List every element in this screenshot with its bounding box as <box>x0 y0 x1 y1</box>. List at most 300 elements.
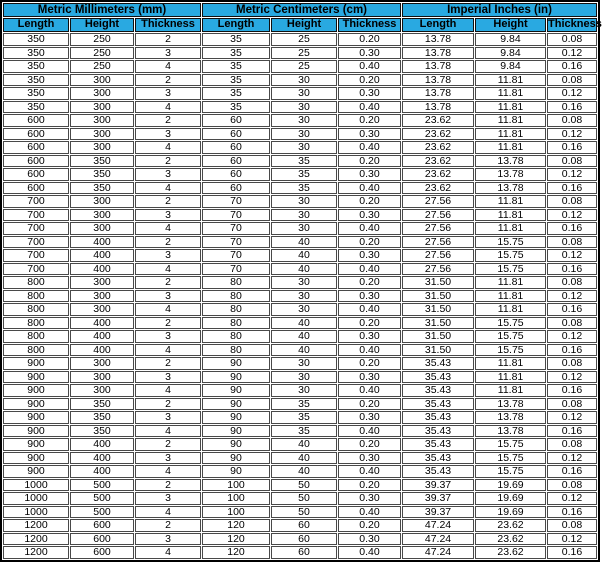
table-row <box>3 114 597 127</box>
table-cell: 300 <box>70 74 134 87</box>
table-cell: 300 <box>70 141 134 154</box>
table-row <box>3 317 597 330</box>
table-cell: 900 <box>3 411 69 424</box>
table-cell: 2 <box>135 479 201 492</box>
table-row <box>3 101 597 114</box>
table-cell: 4 <box>135 303 201 316</box>
table-cell: 30 <box>271 290 337 303</box>
table-cell: 70 <box>202 222 270 235</box>
table-cell: 400 <box>70 263 134 276</box>
table-cell: 3 <box>135 128 201 141</box>
table-cell: 2 <box>135 357 201 370</box>
table-cell: 13.78 <box>475 398 546 411</box>
table-cell: 2 <box>135 195 201 208</box>
table-cell: 35.43 <box>402 398 474 411</box>
table-cell: 40 <box>271 263 337 276</box>
table-cell: 11.81 <box>475 87 546 100</box>
table-row <box>3 263 597 276</box>
table-cell: 27.56 <box>402 222 474 235</box>
table-cell: 2 <box>135 276 201 289</box>
table-cell: 0.16 <box>547 303 597 316</box>
table-cell: 0.30 <box>338 492 401 505</box>
table-cell: 400 <box>70 344 134 357</box>
table-cell: 900 <box>3 371 69 384</box>
table-row <box>3 384 597 397</box>
table-row <box>3 492 597 505</box>
table-cell: 0.20 <box>338 479 401 492</box>
table-row <box>3 47 597 60</box>
table-cell: 90 <box>202 425 270 438</box>
table-cell: 350 <box>70 182 134 195</box>
table-cell: 90 <box>202 411 270 424</box>
table-cell: 3 <box>135 168 201 181</box>
table-row <box>3 249 597 262</box>
table-cell: 47.24 <box>402 533 474 546</box>
table-cell: 3 <box>135 249 201 262</box>
table-cell: 0.30 <box>338 330 401 343</box>
table-cell: 60 <box>202 168 270 181</box>
table-cell: 13.78 <box>475 425 546 438</box>
table-cell: 11.81 <box>475 195 546 208</box>
table-row <box>3 222 597 235</box>
table-cell: 90 <box>202 384 270 397</box>
table-cell: 1000 <box>3 506 69 519</box>
table-row <box>3 236 597 249</box>
table-cell: 30 <box>271 222 337 235</box>
table-cell: 11.81 <box>475 303 546 316</box>
table-cell: 47.24 <box>402 519 474 532</box>
table-cell: 0.20 <box>338 398 401 411</box>
table-cell: 300 <box>70 357 134 370</box>
column-header-mm-height: Height <box>70 18 134 32</box>
table-row <box>3 344 597 357</box>
table-cell: 0.40 <box>338 263 401 276</box>
table-row <box>3 411 597 424</box>
table-cell: 11.81 <box>475 141 546 154</box>
table-cell: 11.81 <box>475 209 546 222</box>
table-cell: 300 <box>70 195 134 208</box>
table-cell: 300 <box>70 276 134 289</box>
table-cell: 60 <box>202 114 270 127</box>
table-cell: 31.50 <box>402 344 474 357</box>
table-row <box>3 276 597 289</box>
table-header <box>3 3 602 32</box>
table-cell: 300 <box>70 384 134 397</box>
table-cell: 0.16 <box>547 263 597 276</box>
table-cell: 23.62 <box>402 128 474 141</box>
table-cell: 40 <box>271 438 337 451</box>
table-cell: 600 <box>3 168 69 181</box>
table-cell: 3 <box>135 290 201 303</box>
table-cell: 50 <box>271 506 337 519</box>
table-cell: 19.69 <box>475 479 546 492</box>
table-cell: 60 <box>271 533 337 546</box>
table-cell: 15.75 <box>475 344 546 357</box>
table-row <box>3 479 597 492</box>
table-cell: 35.43 <box>402 465 474 478</box>
table-row <box>3 141 597 154</box>
table-cell: 0.08 <box>547 398 597 411</box>
table-cell: 30 <box>271 303 337 316</box>
column-header-cm-height: Height <box>271 18 337 32</box>
table-cell: 400 <box>70 465 134 478</box>
table-cell: 600 <box>70 546 134 559</box>
table-cell: 900 <box>3 384 69 397</box>
column-header-in-height: Height <box>475 18 546 32</box>
table-row <box>3 533 597 546</box>
table-cell: 23.62 <box>402 141 474 154</box>
table-cell: 0.08 <box>547 317 597 330</box>
table-cell: 300 <box>70 101 134 114</box>
table-cell: 300 <box>70 371 134 384</box>
table-cell: 40 <box>271 249 337 262</box>
table-cell: 600 <box>3 128 69 141</box>
group-header-imperial-inches: Imperial Inches (in) <box>402 3 597 17</box>
table-cell: 1000 <box>3 479 69 492</box>
table-cell: 0.40 <box>338 506 401 519</box>
table-cell: 0.08 <box>547 74 597 87</box>
table-cell: 120 <box>202 533 270 546</box>
table-cell: 15.75 <box>475 249 546 262</box>
table-cell: 80 <box>202 317 270 330</box>
table-cell: 0.12 <box>547 168 597 181</box>
table-row <box>3 506 597 519</box>
table-row <box>3 33 597 46</box>
table-cell: 300 <box>70 128 134 141</box>
table-cell: 0.30 <box>338 128 401 141</box>
column-header-row <box>3 18 597 32</box>
table-cell: 0.30 <box>338 47 401 60</box>
table-cell: 0.12 <box>547 209 597 222</box>
table-cell: 13.78 <box>402 101 474 114</box>
table-cell: 0.40 <box>338 141 401 154</box>
table-cell: 39.37 <box>402 506 474 519</box>
table-cell: 35 <box>202 47 270 60</box>
table-row <box>3 519 597 532</box>
table-cell: 0.12 <box>547 249 597 262</box>
table-cell: 1200 <box>3 519 69 532</box>
table-cell: 800 <box>3 303 69 316</box>
table-cell: 350 <box>3 33 69 46</box>
table-cell: 0.08 <box>547 357 597 370</box>
table-cell: 39.37 <box>402 479 474 492</box>
table-cell: 2 <box>135 74 201 87</box>
table-cell: 35.43 <box>402 371 474 384</box>
table-cell: 0.16 <box>547 101 597 114</box>
table-cell: 700 <box>3 263 69 276</box>
table-cell: 900 <box>3 465 69 478</box>
table-cell: 0.16 <box>547 60 597 73</box>
table-row <box>3 546 597 559</box>
table-cell: 27.56 <box>402 236 474 249</box>
table-cell: 35.43 <box>402 452 474 465</box>
table-cell: 0.08 <box>547 114 597 127</box>
table-cell: 0.12 <box>547 452 597 465</box>
table-cell: 2 <box>135 33 201 46</box>
table-cell: 9.84 <box>475 60 546 73</box>
table-cell: 4 <box>135 141 201 154</box>
table-cell: 25 <box>271 47 337 60</box>
table-cell: 0.12 <box>547 87 597 100</box>
table-cell: 40 <box>271 344 337 357</box>
table-cell: 25 <box>271 60 337 73</box>
table-row <box>3 74 597 87</box>
table-cell: 0.30 <box>338 371 401 384</box>
table-cell: 600 <box>3 141 69 154</box>
table-cell: 2 <box>135 438 201 451</box>
table-cell: 700 <box>3 195 69 208</box>
table-cell: 0.12 <box>547 411 597 424</box>
table-cell: 0.40 <box>338 425 401 438</box>
table-cell: 11.81 <box>475 101 546 114</box>
column-header-cm-thickness: Thickness <box>338 18 401 32</box>
table-cell: 60 <box>271 519 337 532</box>
table-cell: 0.40 <box>338 465 401 478</box>
table-cell: 47.24 <box>402 546 474 559</box>
table-cell: 30 <box>271 87 337 100</box>
group-header-row <box>3 3 597 17</box>
table-cell: 0.30 <box>338 249 401 262</box>
table-cell: 35 <box>271 155 337 168</box>
column-header-in-length: Length <box>402 18 474 32</box>
table-cell: 30 <box>271 101 337 114</box>
table-cell: 0.20 <box>338 317 401 330</box>
table-cell: 4 <box>135 222 201 235</box>
table-cell: 0.12 <box>547 492 597 505</box>
table-cell: 0.16 <box>547 222 597 235</box>
table-row <box>3 128 597 141</box>
table-row <box>3 398 597 411</box>
table-cell: 35 <box>202 33 270 46</box>
table-cell: 1200 <box>3 546 69 559</box>
table-cell: 600 <box>70 519 134 532</box>
table-cell: 900 <box>3 452 69 465</box>
table-cell: 2 <box>135 155 201 168</box>
table-cell: 35 <box>202 60 270 73</box>
table-cell: 13.78 <box>475 182 546 195</box>
table-cell: 23.62 <box>475 519 546 532</box>
table-cell: 0.20 <box>338 33 401 46</box>
table-cell: 400 <box>70 317 134 330</box>
table-cell: 2 <box>135 114 201 127</box>
table-cell: 31.50 <box>402 330 474 343</box>
table-cell: 11.81 <box>475 74 546 87</box>
table-cell: 100 <box>202 479 270 492</box>
table-cell: 700 <box>3 209 69 222</box>
table-cell: 31.50 <box>402 303 474 316</box>
table-cell: 13.78 <box>402 33 474 46</box>
table-cell: 4 <box>135 101 201 114</box>
table-cell: 23.62 <box>402 168 474 181</box>
table-cell: 13.78 <box>475 168 546 181</box>
table-cell: 90 <box>202 465 270 478</box>
table-cell: 35 <box>202 87 270 100</box>
table-cell: 900 <box>3 357 69 370</box>
table-row <box>3 182 597 195</box>
table-row <box>3 371 597 384</box>
table-cell: 4 <box>135 506 201 519</box>
table-row <box>3 425 597 438</box>
table-cell: 50 <box>271 479 337 492</box>
table-cell: 40 <box>271 452 337 465</box>
table-cell: 27.56 <box>402 263 474 276</box>
table-cell: 0.30 <box>338 411 401 424</box>
table-cell: 3 <box>135 411 201 424</box>
table-cell: 40 <box>271 317 337 330</box>
table-cell: 0.12 <box>547 128 597 141</box>
table-cell: 4 <box>135 546 201 559</box>
table-cell: 0.08 <box>547 479 597 492</box>
table-cell: 23.62 <box>475 533 546 546</box>
table-body <box>3 33 597 559</box>
table-cell: 0.40 <box>338 182 401 195</box>
table-cell: 60 <box>202 128 270 141</box>
table-cell: 0.16 <box>547 465 597 478</box>
table-cell: 31.50 <box>402 290 474 303</box>
table-cell: 35.43 <box>402 438 474 451</box>
table-cell: 0.08 <box>547 33 597 46</box>
table-cell: 3 <box>135 47 201 60</box>
table-cell: 30 <box>271 74 337 87</box>
table-cell: 4 <box>135 344 201 357</box>
table-cell: 0.30 <box>338 533 401 546</box>
table-cell: 0.16 <box>547 546 597 559</box>
table-cell: 35 <box>271 168 337 181</box>
table-cell: 0.40 <box>338 222 401 235</box>
table-cell: 35 <box>271 425 337 438</box>
table-cell: 0.20 <box>338 195 401 208</box>
table-cell: 350 <box>70 425 134 438</box>
table-cell: 2 <box>135 398 201 411</box>
table-cell: 0.08 <box>547 236 597 249</box>
table-cell: 60 <box>202 155 270 168</box>
table-row <box>3 155 597 168</box>
table-cell: 300 <box>70 114 134 127</box>
table-cell: 30 <box>271 371 337 384</box>
table-cell: 300 <box>70 87 134 100</box>
table-cell: 30 <box>271 276 337 289</box>
table-cell: 13.78 <box>402 74 474 87</box>
table-cell: 300 <box>70 290 134 303</box>
table-cell: 350 <box>3 87 69 100</box>
table-cell: 23.62 <box>475 546 546 559</box>
table-row <box>3 60 597 73</box>
table-cell: 39.37 <box>402 492 474 505</box>
table-cell: 15.75 <box>475 452 546 465</box>
table-row <box>3 452 597 465</box>
table-cell: 0.08 <box>547 155 597 168</box>
table-cell: 30 <box>271 357 337 370</box>
table-cell: 31.50 <box>402 276 474 289</box>
table-cell: 30 <box>271 384 337 397</box>
table-cell: 0.20 <box>338 519 401 532</box>
table-cell: 0.40 <box>338 60 401 73</box>
table-cell: 900 <box>3 438 69 451</box>
table-cell: 23.62 <box>402 114 474 127</box>
table-cell: 900 <box>3 398 69 411</box>
table-cell: 90 <box>202 398 270 411</box>
table-cell: 80 <box>202 276 270 289</box>
table-cell: 3 <box>135 371 201 384</box>
group-header-metric-millimeters: Metric Millimeters (mm) <box>3 3 201 17</box>
table-cell: 60 <box>202 141 270 154</box>
table-cell: 35.43 <box>402 357 474 370</box>
table-cell: 0.16 <box>547 384 597 397</box>
table-cell: 13.78 <box>402 60 474 73</box>
table-cell: 35.43 <box>402 411 474 424</box>
table-cell: 4 <box>135 465 201 478</box>
table-cell: 0.40 <box>338 384 401 397</box>
table-cell: 500 <box>70 492 134 505</box>
table-cell: 90 <box>202 371 270 384</box>
table-cell: 15.75 <box>475 317 546 330</box>
table-cell: 0.08 <box>547 195 597 208</box>
table-cell: 4 <box>135 425 201 438</box>
table-cell: 0.40 <box>338 101 401 114</box>
table-cell: 40 <box>271 465 337 478</box>
table-cell: 13.78 <box>402 47 474 60</box>
table-cell: 0.12 <box>547 47 597 60</box>
table-cell: 0.08 <box>547 438 597 451</box>
table-cell: 0.20 <box>338 357 401 370</box>
table-cell: 27.56 <box>402 209 474 222</box>
table-cell: 35 <box>271 182 337 195</box>
table-cell: 3 <box>135 533 201 546</box>
table-cell: 0.30 <box>338 87 401 100</box>
table-cell: 35 <box>202 74 270 87</box>
column-header-in-thickness: Thickness <box>548 18 602 31</box>
table-cell: 3 <box>135 87 201 100</box>
table-cell: 250 <box>70 33 134 46</box>
table-cell: 350 <box>70 155 134 168</box>
table-row <box>3 209 597 222</box>
table-cell: 35 <box>202 101 270 114</box>
table-cell: 800 <box>3 276 69 289</box>
table-cell: 700 <box>3 222 69 235</box>
table-cell: 300 <box>70 303 134 316</box>
table-row <box>3 87 597 100</box>
table-row <box>3 438 597 451</box>
table-cell: 2 <box>135 236 201 249</box>
table-cell: 4 <box>135 60 201 73</box>
table-cell: 100 <box>202 506 270 519</box>
table-cell: 25 <box>271 33 337 46</box>
table-cell: 60 <box>271 546 337 559</box>
table-cell: 3 <box>135 330 201 343</box>
table-cell: 30 <box>271 209 337 222</box>
table-row <box>3 168 597 181</box>
table-cell: 0.20 <box>338 155 401 168</box>
table-cell: 27.56 <box>402 195 474 208</box>
table-cell: 13.78 <box>402 87 474 100</box>
table-cell: 2 <box>135 317 201 330</box>
table-cell: 11.81 <box>475 128 546 141</box>
table-cell: 100 <box>202 492 270 505</box>
table-cell: 40 <box>271 330 337 343</box>
table-cell: 0.12 <box>547 371 597 384</box>
table-cell: 23.62 <box>402 182 474 195</box>
table-cell: 0.40 <box>338 303 401 316</box>
table-cell: 70 <box>202 249 270 262</box>
table-cell: 15.75 <box>475 263 546 276</box>
table-cell: 90 <box>202 357 270 370</box>
table-cell: 80 <box>202 290 270 303</box>
table-cell: 400 <box>70 452 134 465</box>
table-cell: 13.78 <box>475 155 546 168</box>
table-cell: 0.08 <box>547 276 597 289</box>
table-cell: 120 <box>202 546 270 559</box>
table-cell: 800 <box>3 344 69 357</box>
